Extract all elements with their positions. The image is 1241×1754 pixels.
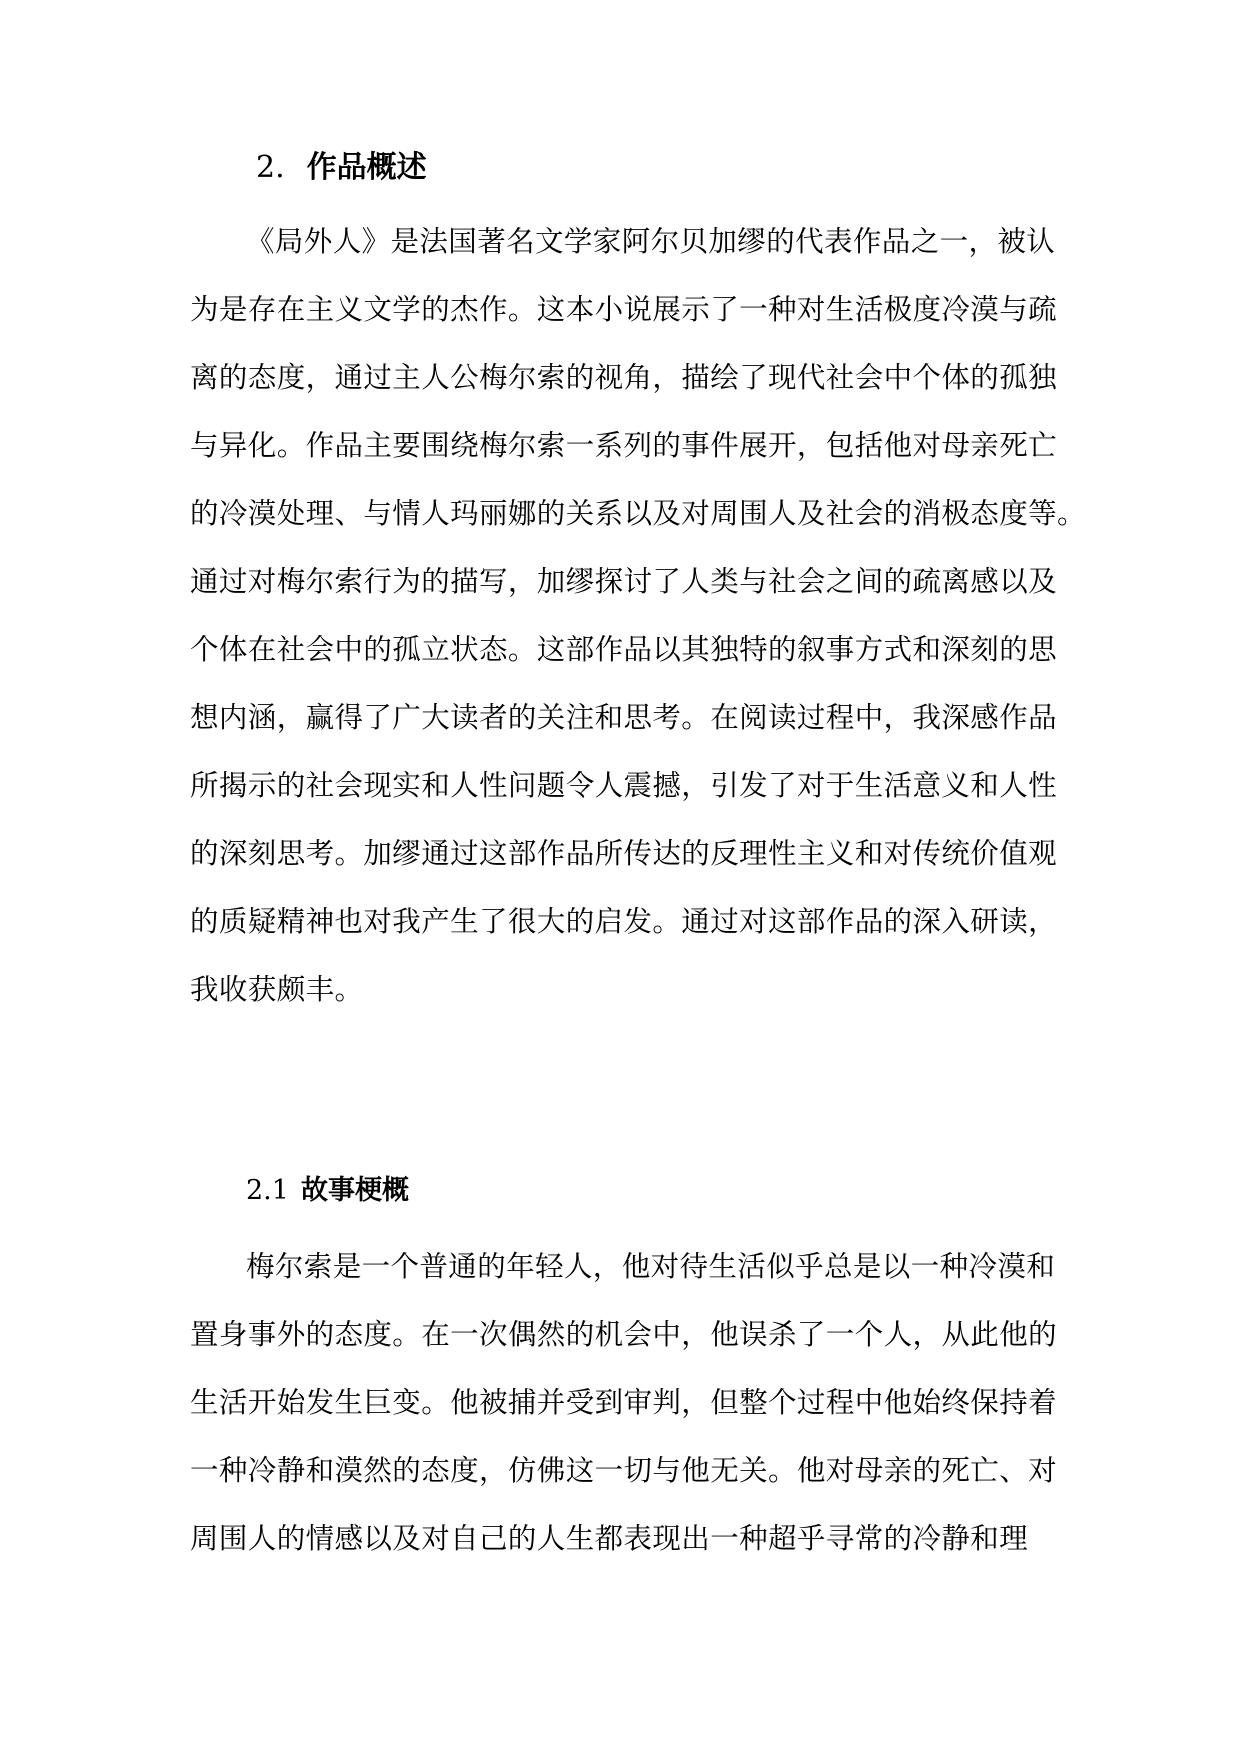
paragraph-line: 的冷漠处理、与情人玛丽娜的关系以及对周围人及社会的消极态度等。 <box>190 497 1086 530</box>
paragraph-line: 的质疑精神也对我产生了很大的启发。通过对这部作品的深入研读， <box>190 905 1058 938</box>
paragraph-line: 周围人的情感以及对自己的人生都表现出一种超乎寻常的冷静和理 <box>190 1522 1029 1555</box>
subsection-title: 故事梗概 <box>300 1175 409 1206</box>
paragraph-line: 我收获颇丰。 <box>190 973 364 1006</box>
paragraph-line: 为是存在主义文学的杰作。这本小说展示了一种对生活极度冷漠与疏 <box>190 293 1058 326</box>
section-heading <box>256 148 427 188</box>
subsection-number: 2.1 <box>246 1175 289 1206</box>
paragraph-line: 一种冷静和漠然的态度，仿佛这一切与他无关。他对母亲的死亡、对 <box>190 1454 1058 1487</box>
section-title: 作品概述 <box>306 150 427 185</box>
paragraph-line: 梅尔索是一个普通的年轻人，他对待生活似乎总是以一种冷漠和 <box>246 1250 1056 1283</box>
paragraph-line: 个体在社会中的孤立状态。这部作品以其独特的叙事方式和深刻的思 <box>190 633 1058 666</box>
paragraph-line: 想内涵，赢得了广大读者的关注和思考。在阅读过程中，我深感作品 <box>190 701 1058 734</box>
paragraph-line: 通过对梅尔索行为的描写，加缪探讨了人类与社会之间的疏离感以及 <box>190 565 1058 598</box>
paragraph-line: 离的态度，通过主人公梅尔索的视角，描绘了现代社会中个体的孤独 <box>190 361 1058 394</box>
paragraph-line: 生活开始发生巨变。他被捕并受到审判，但整个过程中他始终保持着 <box>190 1386 1058 1419</box>
paragraph-line: 的深刻思考。加缪通过这部作品所传达的反理性主义和对传统价值观 <box>190 837 1058 870</box>
paragraph-line: 与异化。作品主要围绕梅尔索一系列的事件展开，包括他对母亲死亡 <box>190 429 1058 462</box>
paragraph-line: 置身事外的态度。在一次偶然的机会中，他误杀了一个人，从此他的 <box>190 1318 1058 1351</box>
paragraph-line: 《局外人》是法国著名文学家阿尔贝加缪的代表作品之一，被认 <box>246 225 1056 258</box>
section-number: 2. <box>256 150 285 185</box>
subsection-heading <box>246 1173 409 1209</box>
paragraph-line: 所揭示的社会现实和人性问题令人震撼，引发了对于生活意义和人性 <box>190 769 1058 802</box>
